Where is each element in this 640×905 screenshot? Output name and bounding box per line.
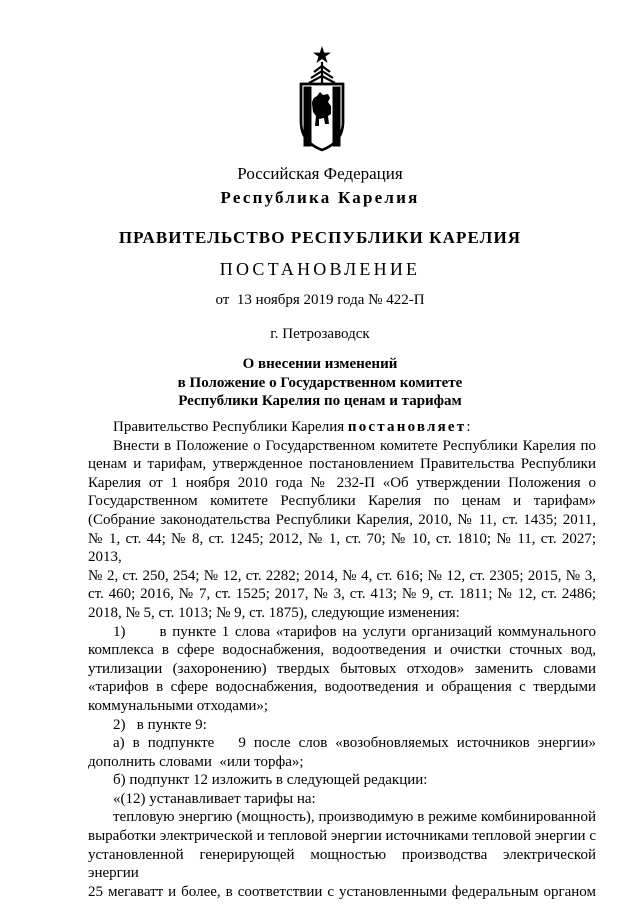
subject-line: О внесении изменений	[242, 356, 398, 372]
document-type: ПОСТАНОВЛЕНИЕ	[219, 259, 421, 279]
body-line: 2018, № 5, ст. 1013; № 9, ст. 1875), следующие изменения:	[88, 604, 460, 621]
subject-line: в Положение о Государственном комитете	[177, 374, 463, 391]
government-title: ПРАВИТЕЛЬСТВО РЕСПУБЛИКИ КАРЕЛИЯ	[118, 228, 522, 247]
country-name: Российская Федерация	[237, 164, 403, 183]
subitem-b-line: б) подпункт 12 изложить в следующей редакции:	[113, 772, 428, 789]
subject-line: Республики Карелия по ценам и тарифам	[178, 393, 462, 409]
item-1-line: коммунальными отходами»;	[88, 697, 269, 714]
quote-start-line: «(12) устанавливает тарифы на:	[113, 790, 316, 807]
republic-name: Республика Карелия	[220, 188, 420, 207]
item-1-number: 1)	[113, 623, 126, 640]
intro-line	[88, 418, 596, 437]
item-2-line: 2) в пункте 9:	[113, 716, 207, 733]
final-line: установленной генерирующей мощностью производства электрической энергии	[88, 846, 596, 882]
item-1-line: комплекса в сфере водоснабжения, водоотведения и очистки сточных вод,	[88, 642, 596, 659]
body-line: Государственном комитете Республики Карелия по ценам и тарифам»	[88, 493, 596, 510]
intro-text: Правительство Республики Карелия	[113, 419, 348, 435]
document-body	[88, 418, 596, 901]
item-1-line: «тарифов в сфере водоснабжения, водоотведения и обращения с твердыми	[88, 679, 596, 696]
final-line: 25 мегаватт и более, в соответствии с установленными федеральным органом	[88, 883, 596, 900]
body-line: Внести в Положение о Государственном комитете Республики Карелия по	[113, 437, 596, 454]
subitem-a-line: дополнить словами «или торфа»;	[88, 753, 304, 770]
document-date-number: от 13 ноября 2019 года № 422-П	[215, 292, 425, 308]
body-line: ст. 460; 2016, № 7, ст. 1525; 2017, № 3, ст. 413; № 9, ст. 1811; № 12, ст. 2486;	[88, 586, 596, 603]
decree-word: постановляет	[347, 419, 467, 435]
subitem-a-line: а) в подпункте 9 после слов «возобновляемых источников энергии»	[113, 735, 596, 752]
final-line: выработки электрической и тепловой энергии источниками тепловой энергии с	[88, 828, 596, 845]
body-line: Карелия от 1 ноября 2010 года № 232-П «Об утверждении Положения о	[88, 474, 596, 491]
city-name: г. Петрозаводск	[270, 326, 370, 342]
body-line: (Собрание законодательства Республики Карелия, 2010, № 11, ст. 1435; 2011,	[88, 511, 596, 528]
document-subject	[0, 355, 640, 411]
item-1-line: утилизации (захоронению) твердых бытовых отходов» заменить словами	[88, 660, 596, 677]
coat-of-arms-icon	[298, 44, 346, 154]
intro-colon: :	[466, 419, 471, 435]
final-line: тепловую энергию (мощность), производимую в режиме комбинированной	[113, 809, 596, 826]
body-line: № 1, ст. 44; № 8, ст. 1245; 2012, № 1, ст. 70; № 10, ст. 1810; № 11, ст. 2027; 2013,	[88, 530, 596, 566]
item-1-text: в пункте 1 слова «тарифов на услуги организаций коммунального	[159, 623, 596, 640]
body-line: ценам и тарифам, утвержденное постановлением Правительства Республики	[88, 456, 596, 473]
item-1-line	[88, 623, 596, 642]
body-line: № 2, ст. 250, 254; № 12, ст. 2282; 2014, № 4, ст. 616; № 12, ст. 2305; 2015, № 3,	[88, 567, 596, 584]
